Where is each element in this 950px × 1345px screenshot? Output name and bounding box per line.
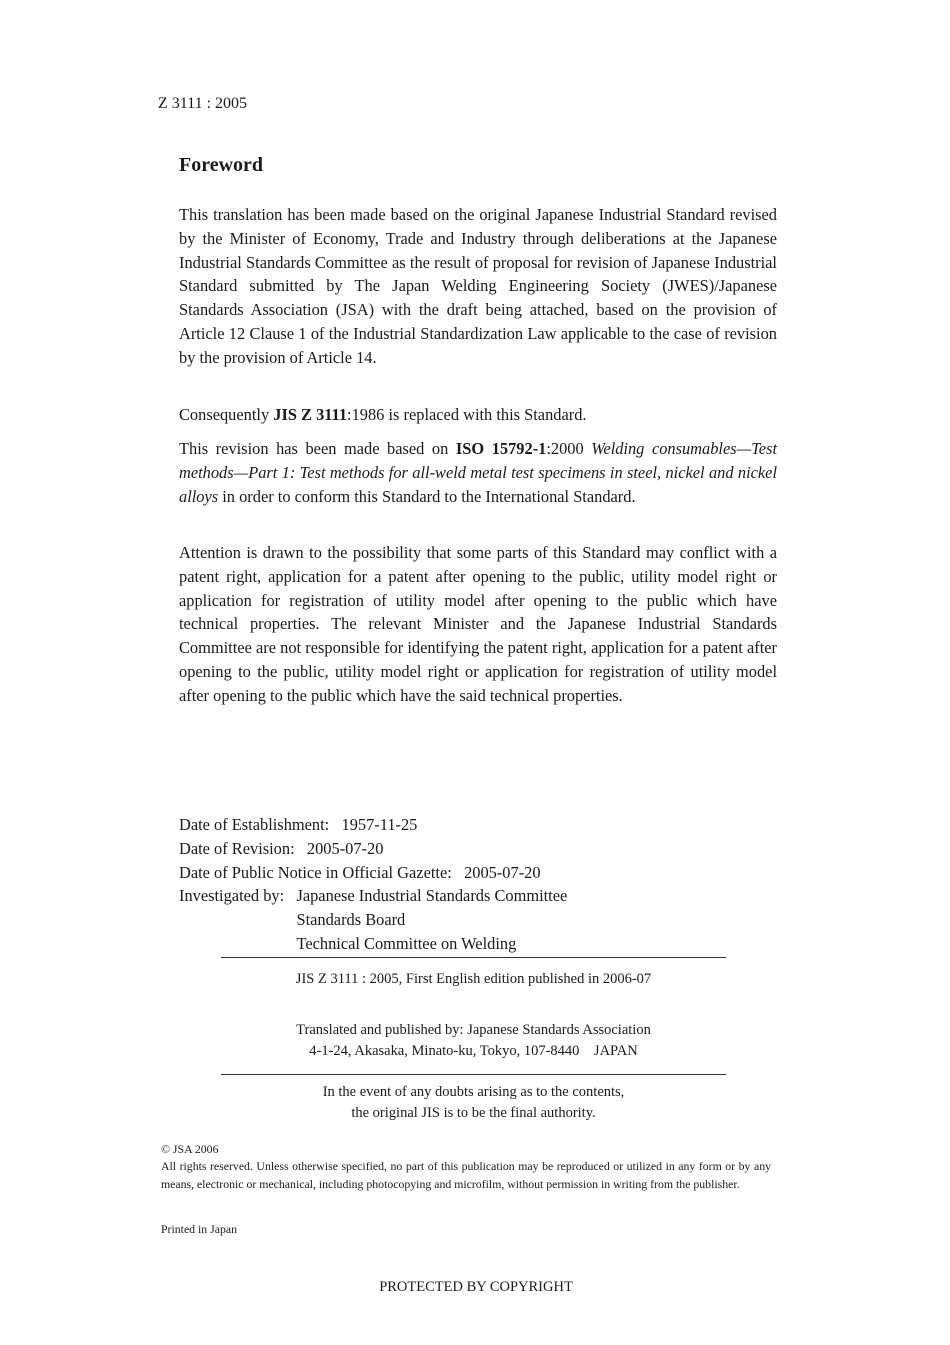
edition-note: JIS Z 3111 : 2005, First English edition published in 2006-07 (295, 971, 652, 987)
investigated-by-values (296, 884, 567, 955)
authority-note-line: In the event of any doubts arising as to the contents, (322, 1084, 625, 1100)
investigator-line: Technical Committee on Welding (296, 933, 517, 953)
paragraph-revision-basis (179, 437, 777, 508)
paragraph-revision-text: in order to conform this Standard to the International Standard. (218, 486, 636, 506)
paragraph-revision-text: This revision has been made based on (179, 439, 456, 458)
investigator-line: Japanese Industrial Standards Committee (296, 886, 568, 906)
rights-notice: All rights reserved. Unless otherwise specified, no part of this publication may be reproduced or utilized in any form or by any means, electronic or mechanical, including photocopying and microfilm, without permission in writing from the publisher. (161, 1159, 771, 1191)
copyright-footer: PROTECTED BY COPYRIGHT (379, 1279, 573, 1295)
paragraph-replacement-text: Consequently (179, 405, 274, 424)
dates-block (179, 813, 567, 956)
date-establishment: Date of Establishment: 1957-11-25 (179, 815, 418, 834)
iso-title: Welding consumables—Test methods—Part 1: Test methods for all-weld metal test specimens in steel, nickel and nickel alloys (179, 439, 778, 506)
authority-note-line: the original JIS is to be the final authority. (351, 1104, 596, 1121)
iso-reference: ISO 15792-1 (455, 439, 547, 458)
copyright-notice: © JSA 2006 (161, 1142, 219, 1156)
printed-in: Printed in Japan (161, 1222, 238, 1236)
investigator-line: Standards Board (296, 910, 406, 930)
divider (221, 1074, 726, 1075)
document-code: Z 3111 : 2005 (158, 95, 248, 112)
investigated-by-label: Investigated by: (179, 886, 297, 906)
publisher-block (221, 1020, 726, 1061)
publisher-line: Translated and published by: Japanese Standards Association (296, 1022, 651, 1038)
date-revision: Date of Revision: 2005-07-20 (179, 838, 384, 858)
paragraph-translation-basis: This translation has been made based on the original Japanese Industrial Standard revised by the Minister of Economy, Trade and Industry through deliberations at the Japanese Industrial Standards Committee as the result of proposal for revision of Japanese Industrial Standard submitted by The Japan Welding Engineering Society (JWES)/Japanese Standards Association (JSA) with the draft being attached, based on the provision of Article 12 Clause 1 of the Industrial Standardization Law applicable to the case of revision by the provision of Article 14. (179, 205, 777, 367)
date-public-notice: Date of Public Notice in Official Gazette: 2005-07-20 (179, 862, 541, 882)
paragraph-replacement-text: :1986 is replaced with this Standard. (347, 405, 587, 424)
authority-note (221, 1082, 726, 1123)
standard-reference: JIS Z 3111 (273, 405, 348, 424)
paragraph-replacement (179, 403, 777, 427)
page-title: Foreword (179, 154, 264, 176)
investigated-by (179, 884, 567, 955)
publisher-address: 4-1-24, Akasaka, Minato-ku, Tokyo, 107-8440 JAPAN (309, 1042, 638, 1059)
paragraph-patent-notice: Attention is drawn to the possibility that some parts of this Standard may conflict with a patent right, application for a patent after opening to the public, utility model right or application for registration of utility model after opening to the public which have technical properties. The relevant Minister and the Japanese Industrial Standards Committee are not responsible for identifying the patent right, application for a patent after opening to the public, utility model right or application for registration of utility model after opening to the public which have the said technical properties. (179, 543, 777, 705)
paragraph-revision-text: :2000 (546, 439, 592, 458)
divider (221, 957, 726, 958)
